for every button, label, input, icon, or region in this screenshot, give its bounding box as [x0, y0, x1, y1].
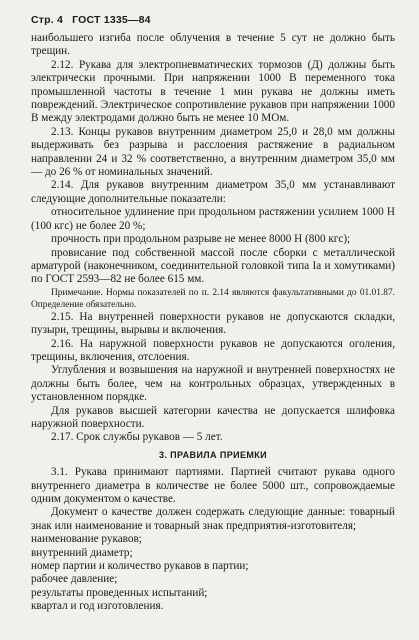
- list-item: квартал и год изготовления.: [31, 600, 164, 613]
- quality-document-intro: Документ о качестве должен содержать следующие данные: товарный знак или наименование и товарный знак предприятия-изготовителя;: [31, 506, 395, 532]
- clause-2-13: 2.13. Концы рукавов внутренним диаметром 25,0 и 28,0 мм должны выдерживать без разрыва и расслоения растяжение в радиальном направлении 24 и 32 % соответственно, а внутренним диаметром 35,0 мм — до 26 % от номинальных значений.: [31, 125, 395, 179]
- clause-2-16: 2.16. На наружной поверхности рукавов не допускаются оголения, трещины, включения, отслоения.: [31, 337, 395, 363]
- list-item: внутренний диаметр;: [31, 546, 133, 559]
- quality-document-list: [31, 533, 395, 613]
- clause-2-14-sag: провисание под собственной массой после сборки с металлической арматурой (наконечником, соединительной головкой типа Iа и хомутиками) по ГОСТ 2593—82 не более 615 мм.: [31, 246, 395, 286]
- list-item: результаты проведенных испытаний;: [31, 586, 208, 599]
- paragraph-continuation: наибольшего изгиба после облучения в течение 5 сут не должно быть трещин.: [31, 32, 395, 58]
- clause-2-16-grinding: Для рукавов высшей категории качества не допускается шлифовка наружной поверхности.: [31, 404, 395, 430]
- clause-2-15: 2.15. На внутренней поверхности рукавов не допускаются складки, пузыри, трещины, вырывы и включения.: [31, 310, 395, 337]
- standard-code: ГОСТ 1335—84: [72, 14, 151, 26]
- clause-2-17: 2.17. Срок службы рукавов — 5 лет.: [51, 431, 223, 444]
- list-item: наименование рукавов;: [31, 533, 142, 546]
- list-item: номер партии и количество рукавов в партии;: [31, 560, 249, 573]
- note: Примечание. Нормы показателей по п. 2.14 являются факультативными до 01.01.87. Определение обязательно.: [31, 287, 395, 310]
- page-number: Стр. 4: [31, 14, 64, 26]
- clause-2-14: 2.14. Для рукавов внутренним диаметром 35,0 мм устанавливают следующие дополнительные показатели:: [31, 179, 395, 205]
- clause-2-16-surface: Углубления и возвышения на наружной и внутренней поверхностях не должны быть более, чем на контрольных образцах, утвержденных в установленном порядке.: [31, 364, 395, 404]
- section-title: 3. ПРАВИЛА ПРИЕМКИ: [158, 449, 268, 460]
- clause-2-14-strength: прочность при продольном разрыве не менее 8000 Н (800 кгс);: [51, 233, 351, 246]
- clause-2-14-elongation: относительное удлинение при продольном растяжении усилием 1000 Н (100 кгс) не более 20 %;: [31, 206, 395, 232]
- clause-2-12: 2.12. Рукава для электропневматических тормозов (Д) должны быть электрически прочными. При напряжении 1000 В переменного тока промышленной частоты в течение 1 мин рукава не должны иметь повреждений. Электрическое сопротивление рукавов при напряжении 1000 В между электродами должно быть не менее 10 МОм.: [31, 58, 395, 125]
- list-item: рабочее давление;: [31, 573, 118, 586]
- page-header: [31, 14, 395, 32]
- document-body: [31, 32, 395, 614]
- clause-3-1: 3.1. Рукава принимают партиями. Партией считают рукава одного внутреннего диаметра в количестве не более 5000 шт., сопровождаемые одним документом о качестве.: [31, 466, 395, 505]
